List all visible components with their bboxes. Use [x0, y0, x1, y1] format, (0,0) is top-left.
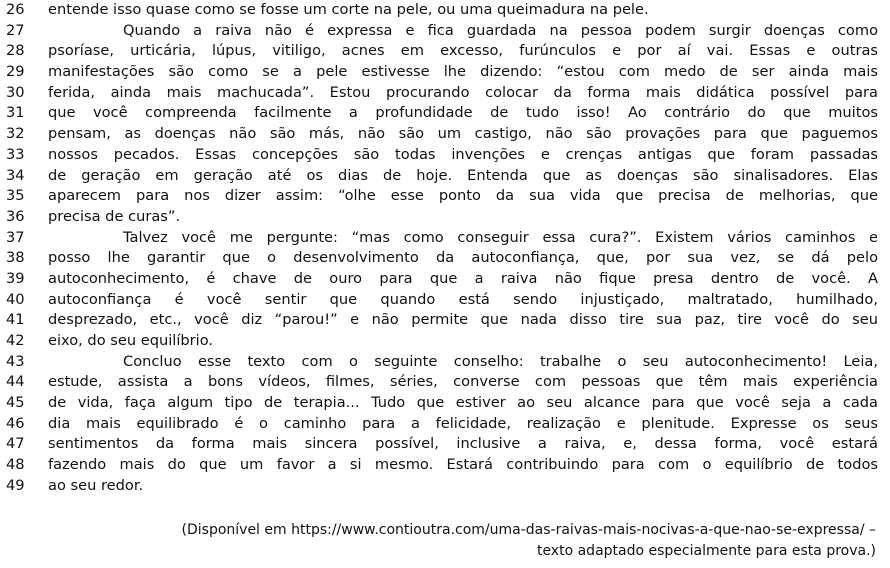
line-number: 34 [6, 166, 25, 184]
line-text: sentimentos da forma mais sincera possível, inclusive a raiva, e, dessa forma, você estará [48, 435, 878, 453]
line-text: eixo, do seu equilíbrio. [48, 332, 214, 349]
line-text: que você compreenda facilmente a profundidade de tudo isso! Ao contrário do que muitos [48, 104, 878, 122]
line-number: 47 [6, 435, 25, 453]
line-text: pensam, as doenças não são más, não são um castigo, não são provações para que paguemos [48, 125, 878, 143]
text-line [6, 434, 878, 455]
line-text: estude, assista a bons vídeos, filmes, séries, converse com pessoas que têm mais experiência [48, 373, 878, 391]
line-text: dia mais equilibrado é o caminho para a felicidade, realização e plenitude. Expresse os seus [48, 414, 878, 432]
line-text: Talvez você me pergunte: “mas como conseguir essa cura?”. Existem vários caminhos e [123, 228, 878, 246]
document-body [6, 0, 878, 497]
line-number: 41 [6, 311, 25, 329]
line-number: 30 [6, 83, 25, 101]
text-line [6, 166, 878, 187]
line-text: Quando a raiva não é expressa e fica guardada na pessoa podem surgir doenças como [123, 21, 878, 39]
text-line [6, 145, 878, 166]
line-text: manifestações são como se a pele estivesse lhe dizendo: “estou com medo de ser ainda mais [48, 63, 878, 81]
line-number: 37 [6, 228, 25, 246]
line-number: 33 [6, 145, 25, 163]
line-text: de geração em geração até os dias de hoje. Entenda que as doenças são sinalisadores. Elas [48, 166, 878, 184]
text-line [6, 310, 878, 331]
line-number: 35 [6, 187, 25, 205]
line-text: autoconfiança é você sentir que quando está sendo injustiçado, maltratado, humilhado, [48, 290, 878, 308]
line-text: desprezado, etc., você diz “parou!” e não permite que nada disso tire sua paz, tire você do seu [48, 311, 878, 329]
line-text: entende isso quase como se fosse um corte na pele, ou uma queimadura na pele. [48, 1, 649, 18]
line-text: aparecem para nos dizer assim: “olhe esse ponto da sua vida que precisa de melhorias, que [48, 187, 878, 205]
text-line [6, 269, 878, 290]
text-line [6, 21, 878, 42]
line-number: 45 [6, 394, 25, 412]
text-line [6, 352, 878, 373]
text-line [6, 207, 878, 228]
line-number: 46 [6, 414, 25, 432]
line-text: ao seu redor. [48, 476, 144, 494]
line-number: 26 [6, 1, 25, 18]
text-line [6, 83, 878, 104]
line-number: 39 [6, 269, 25, 287]
text-line [6, 476, 878, 497]
source-citation-line-1: (Disponível em https://www.contioutra.com/uma-das-raivas-mais-nocivas-a-que-nao-se-expressa/ – [181, 522, 876, 538]
line-number: 32 [6, 125, 25, 143]
line-text: psoríase, urticária, lúpus, vitiligo, acnes em excesso, furúnculos e por aí vai. Essas e outras [48, 42, 878, 60]
source-citation-line-2: texto adaptado especialmente para esta prova.) [536, 543, 876, 559]
line-number: 44 [6, 373, 25, 391]
line-number: 38 [6, 249, 25, 267]
line-text: de vida, faça algum tipo de terapia... Tudo que estiver ao seu alcance para que você seja a cada [48, 394, 878, 412]
text-line [6, 103, 878, 124]
text-line [6, 248, 878, 269]
text-line [6, 372, 878, 393]
line-text: nossos pecados. Essas concepções são todas invenções e crenças antigas que foram passadas [48, 145, 878, 163]
line-number: 28 [6, 42, 25, 60]
text-line [6, 331, 878, 352]
text-line [6, 455, 878, 476]
line-text: posso lhe garantir que o desenvolvimento da autoconfiança, que, por sua vez, se dá pelo [48, 249, 878, 267]
line-text: precisa de curas”. [48, 207, 181, 225]
line-number: 27 [6, 21, 25, 39]
text-line [6, 186, 878, 207]
text-line [6, 414, 878, 435]
line-number: 43 [6, 352, 25, 370]
source-citation [182, 520, 876, 562]
line-text: ferida, ainda mais machucada”. Estou procurando colocar da forma mais didática possível para [48, 83, 878, 101]
line-number: 31 [6, 104, 25, 122]
line-number: 29 [6, 63, 25, 81]
line-text: fazendo mais do que um favor a si mesmo. Estará contribuindo para com o equilíbrio de todos [48, 456, 878, 474]
text-line [6, 124, 878, 145]
text-line [6, 228, 878, 249]
text-line [6, 393, 878, 414]
line-number: 49 [6, 476, 25, 494]
line-number: 42 [6, 332, 25, 349]
text-line [6, 0, 878, 21]
line-number: 48 [6, 456, 25, 474]
line-text: autoconhecimento, é chave de ouro para que a raiva não fique presa dentro de você. A [48, 269, 878, 287]
text-line [6, 290, 878, 311]
text-line [6, 62, 878, 83]
line-text: Concluo esse texto com o seguinte conselho: trabalhe o seu autoconhecimento! Leia, [123, 352, 878, 370]
line-number: 36 [6, 207, 25, 225]
line-number: 40 [6, 290, 25, 308]
text-line [6, 41, 878, 62]
